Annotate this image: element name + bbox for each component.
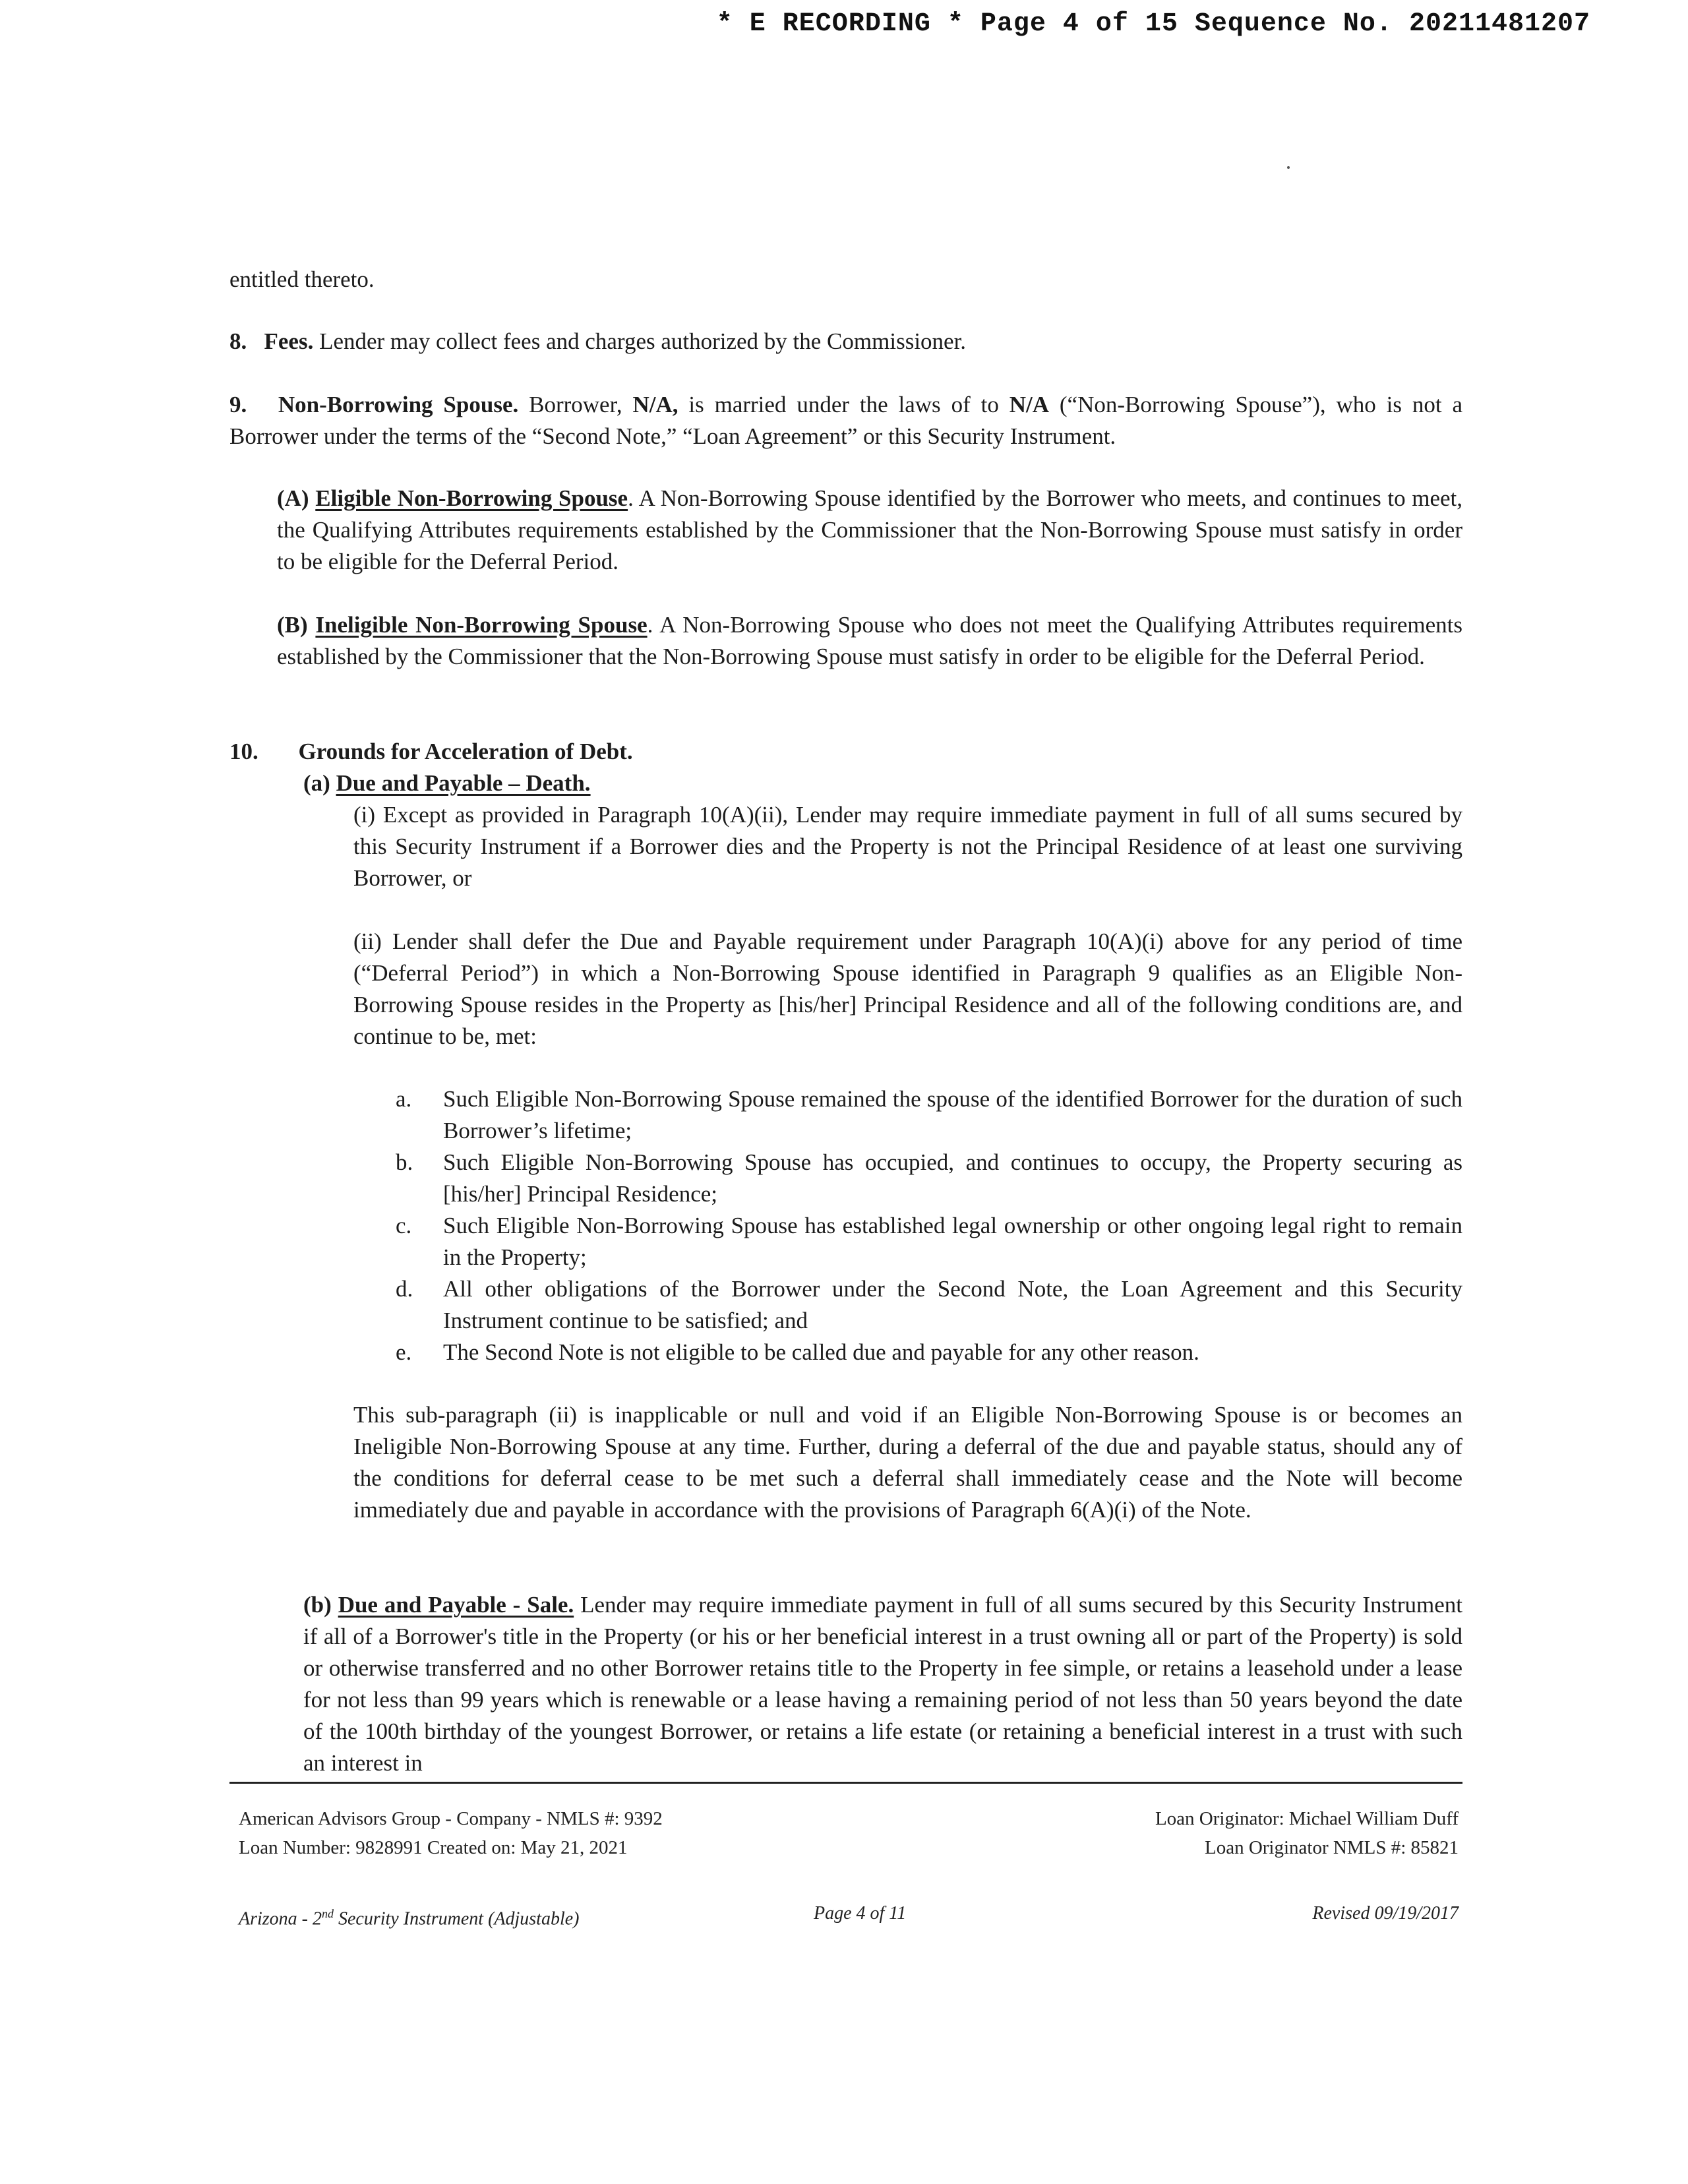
section-10a-label: (a) [303, 770, 330, 796]
section-9a-label: (A) [277, 485, 309, 511]
footer-originator-nmls: Loan Originator NMLS #: 85821 [1204, 1837, 1459, 1858]
footer-page-number: Page 4 of 11 [814, 1903, 907, 1924]
condition-text: All other obligations of the Borrower under the Second Note, the Loan Agreement and this Security Instrument continue to be satisfied; and [443, 1276, 1462, 1333]
section-9a [277, 483, 1462, 578]
section-9a-text: . A Non-Borrowing Spouse identified by the Borrower who meets, and continues to meet, the Qualifying Attributes requirements established by the Commissioner that the Non-Borrowing Spouse must satisfy in order to be eligible for the Deferral Period. [277, 485, 1463, 574]
footer-form-prefix: Arizona - 2 [239, 1908, 322, 1929]
section-8-number: 8. [229, 328, 247, 354]
section-10b-label: (b) [303, 1592, 332, 1618]
sub-paragraph-note: This sub-paragraph (ii) is inapplicable or null and void if an Eligible Non-Borrowing Spouse is or becomes an Ineligible Non-Borrowing Spouse at any time. Further, during a deferral of the due and payable status, should any of the conditions for deferral cease to be met such a deferral shall immediately cease and the Note will become immediately due and payable in accordance with the provisions of Paragraph 6(A)(i) of the Note. [353, 1402, 1462, 1523]
condition-text: Such Eligible Non-Borrowing Spouse has occupied, and continues to occupy, the Property securing as [his/her] Principal Residence; [443, 1149, 1462, 1207]
continuation-text: entitled thereto. [229, 266, 375, 292]
section-8-title: Fees. [264, 328, 314, 354]
footer-revised: Revised 09/19/2017 [1312, 1903, 1459, 1924]
footer-divider [229, 1782, 1462, 1784]
section-8-text: Lender may collect fees and charges authorized by the Commissioner. [313, 328, 967, 354]
section-8 [229, 326, 1462, 357]
condition-text: Such Eligible Non-Borrowing Spouse has established legal ownership or other ongoing legal right to remain in the Property; [443, 1213, 1462, 1270]
condition-marker: d. [396, 1276, 413, 1302]
condition-text: Such Eligible Non-Borrowing Spouse remained the spouse of the identified Borrower for the duration of such Borrower’s lifetime; [443, 1086, 1462, 1143]
condition-marker: b. [396, 1149, 413, 1175]
section-10b-text: Lender may require immediate payment in full of all sums secured by this Security Instrument if all of a Borrower's title in the Property (or his or her beneficial interest in a trust owning all or part of the Property) is sold or otherwise transferred and no other Borrower retains title to the Property in fee simple, or retains a leasehold under a lease for not less than 99 years which is renewable or a lease having a remaining period of not less than 50 years beyond the date of the 100th birthday of the youngest Borrower, or retains a life estate (or retaining a beneficial interest in a trust with such an interest in [303, 1592, 1463, 1776]
footer-form-title [239, 1899, 579, 1933]
section-9-text-c: (“Non-Borrowing Spouse”), who is not a Borrower under the terms of the “Second Note,” “Loan Agreement” or this Security Instrument. [229, 392, 1463, 449]
footer-originator: Loan Originator: Michael William Duff [1155, 1808, 1459, 1829]
section-9-title: Non-Borrowing Spouse. [278, 392, 519, 417]
section-9 [229, 389, 1462, 452]
scan-speck [1287, 166, 1290, 169]
section-10-number: 10. [229, 739, 258, 764]
condition-marker: e. [396, 1339, 412, 1365]
condition-marker: a. [396, 1086, 412, 1112]
section-10a-i: (i) Except as provided in Paragraph 10(A)(ii), Lender may require immediate payment in full of all sums secured by this Security Instrument if a Borrower dies and the Property is not the Principal Residence of at least one surviving Borrower, or [353, 802, 1462, 891]
footer-form-suffix: Security Instrument (Adjustable) [334, 1908, 580, 1929]
section-9-number: 9. [229, 392, 247, 417]
condition-text: The Second Note is not eligible to be called due and payable for any other reason. [443, 1339, 1199, 1365]
section-10b [303, 1589, 1462, 1779]
section-9-text-b: is married under the laws of to [678, 392, 1010, 417]
section-10a-title: Due and Payable – Death. [336, 770, 591, 796]
footer-form-sup: nd [322, 1907, 334, 1920]
footer-loan-number: Loan Number: 9828991 Created on: May 21, 2021 [239, 1837, 628, 1858]
section-9-na-2: N/A [1009, 392, 1049, 417]
section-9b-title: Ineligible Non-Borrowing Spouse [315, 612, 648, 638]
section-9a-title: Eligible Non-Borrowing Spouse [315, 485, 628, 511]
section-10b-title: Due and Payable - Sale. [338, 1592, 574, 1618]
section-9b-text: . A Non-Borrowing Spouse who does not meet the Qualifying Attributes requirements established by the Commissioner that the Non-Borrowing Spouse must satisfy in order to be eligible for the Deferral Period. [277, 612, 1462, 669]
condition-marker: c. [396, 1213, 412, 1238]
section-10a-heading [303, 768, 1462, 799]
section-9b-label: (B) [277, 612, 308, 638]
section-9-text-a: Borrower, [518, 392, 633, 417]
section-10-title: Grounds for Acceleration of Debt. [298, 739, 633, 764]
section-9b [277, 609, 1462, 673]
section-10a-ii: (ii) Lender shall defer the Due and Payable requirement under Paragraph 10(A)(i) above for any period of time (“Deferral Period”) in which a Non-Borrowing Spouse identified in Paragraph 9 qualifies as an Eligible Non-Borrowing Spouse resides in the Property as [his/her] Principal Residence and all of the following conditions are, and continue to be, met: [353, 928, 1462, 1049]
section-9-na-1: N/A, [632, 392, 678, 417]
footer-company: American Advisors Group - Company - NMLS #: 9392 [239, 1808, 663, 1829]
recording-stamp: * E RECORDING * Page 4 of 15 Sequence No. 20211481207 [716, 9, 1590, 39]
section-10-heading [229, 736, 1462, 768]
